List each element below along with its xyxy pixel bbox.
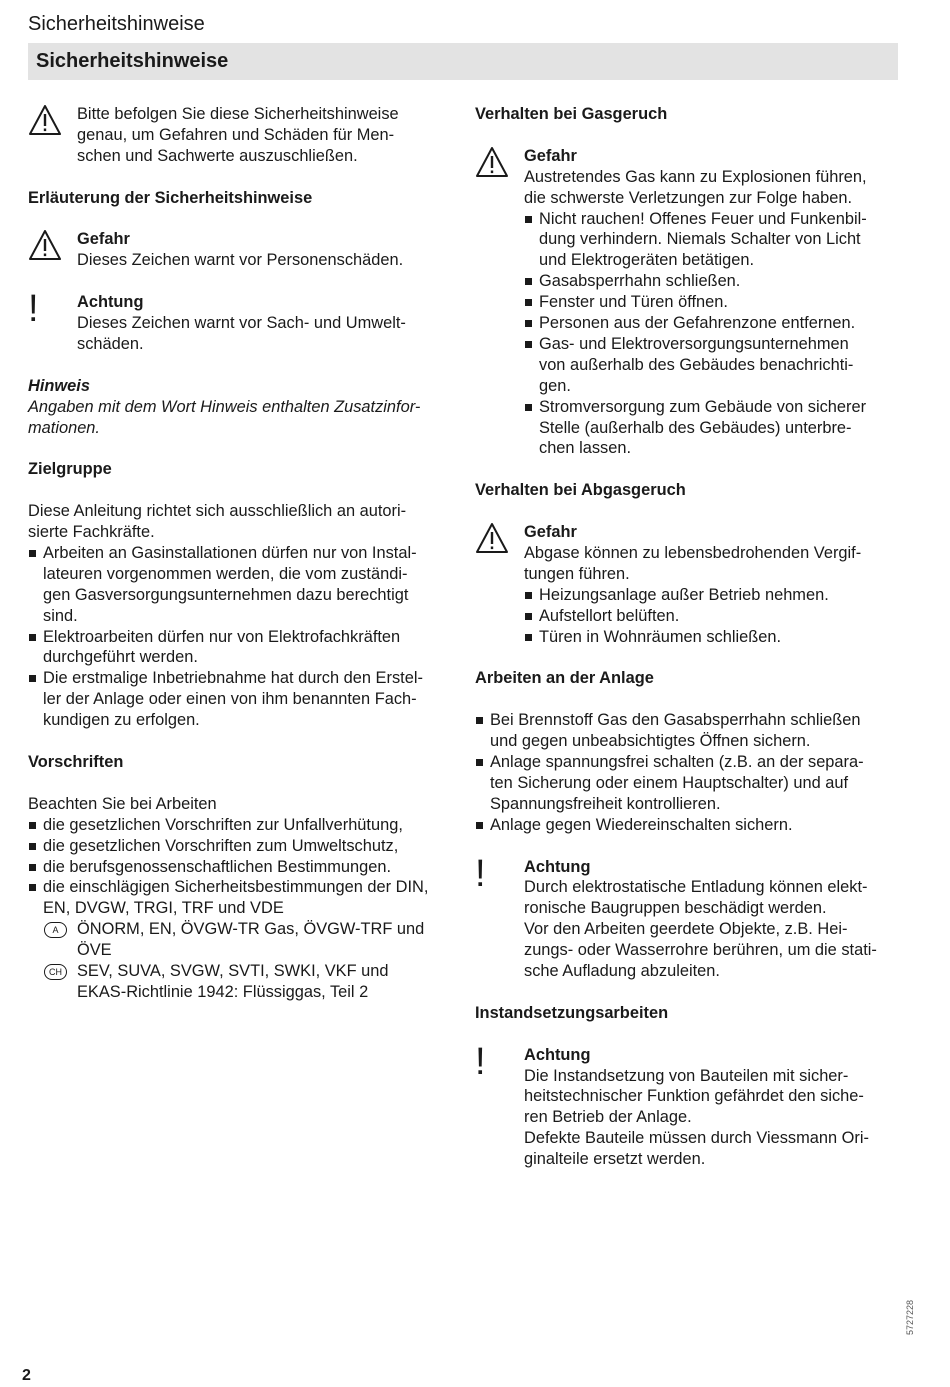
esd-text: Durch elektrostatische Entladung können elekt- ronische Baugruppen beschädigt werden. Vor den Arbeiten geerdete Objekte, z.B. Hei- zungs- oder Wasserrohre berühren, um die stati- sche Aufladung abzuleiten. (524, 878, 877, 981)
list-item: Stromversorgung zum Gebäude von sicherer Stelle (außerhalb des Gebäudes) unterbre- chen lassen. (524, 397, 898, 460)
warning-triangle-icon (475, 522, 509, 556)
list-item: die gesetzlichen Vorschriften zum Umweltschutz, (28, 836, 451, 857)
list-item: Gasabsperrhahn schließen. (524, 271, 898, 292)
warning-triangle-icon (28, 104, 62, 138)
zielgruppe-text: Diese Anleitung richtet sich ausschließlich an autori- sierte Fachkräfte. (28, 502, 407, 542)
esd-title: Achtung (524, 857, 591, 876)
gas-gefahr (475, 146, 898, 460)
list-item: Die erstmalige Inbetriebnahme hat durch den Erstel- ler der Anlage oder einen von ihm benannten Fach- kundigen zu erfolgen. (28, 668, 451, 731)
instand-heading: Instandsetzungsarbeiten (475, 1003, 669, 1022)
achtung-text: Dieses Zeichen warnt vor Sach- und Umwelt- schäden. (77, 314, 406, 353)
list-item: die einschlägigen Sicherheitsbestimmungen der DIN, EN, DVGW, TRGI, TRF und VDE (28, 877, 451, 919)
list-item: Türen in Wohnräumen schließen. (524, 627, 898, 648)
section-title-band (28, 43, 898, 80)
list-item: Anlage spannungsfrei schalten (z.B. an der separa- ten Sicherung oder einem Hauptschalter) und auf Spannungsfreiheit kontrollieren. (475, 752, 898, 815)
page-number: 2 (22, 1367, 31, 1384)
instand-text: Die Instandsetzung von Bauteilen mit sicher- heitstechnischer Funktion gefährdet den siche- ren Betrieb der Anlage. Defekte Bauteile müssen durch Viessmann Ori- ginalteile ersetzt werden. (524, 1066, 869, 1169)
gas-list (524, 209, 898, 460)
abgas-gefahr-text: Abgase können zu lebensbedrohenden Vergif- tungen führen. (524, 543, 862, 583)
list-item: Personen aus der Gefahrenzone entfernen. (524, 313, 898, 334)
warning-triangle-icon (475, 146, 509, 180)
running-title: Sicherheitshinweise (28, 13, 205, 35)
country-badge-a: A (44, 922, 67, 938)
warning-triangle-icon (28, 229, 62, 263)
list-item: Arbeiten an Gasinstallationen dürfen nur von Instal- lateuren vorgenommen werden, die vom zuständi- gen Gasversorgungsunternehmen dazu berechtigt sind. (28, 543, 451, 627)
gas-gefahr-text: Austretendes Gas kann zu Explosionen führen, die schwerste Verletzungen zur Folge haben. (524, 167, 867, 207)
document-number: 5727228 (905, 1299, 915, 1335)
exclamation-icon: ! (28, 288, 39, 331)
country-austria-text: ÖNORM, EN, ÖVGW-TR Gas, ÖVGW-TRF und ÖVE (77, 920, 425, 960)
list-item: Heizungsanlage außer Betrieb nehmen. (524, 585, 898, 606)
esd-achtung (475, 852, 898, 982)
gefahr-explain (28, 229, 451, 271)
list-item: die berufsgenossenschaftlichen Bestimmungen. (28, 857, 451, 878)
hinweis-title: Hinweis (28, 376, 90, 395)
gefahr-text: Dieses Zeichen warnt vor Personenschäden. (77, 251, 404, 270)
list-item: Anlage gegen Wiedereinschalten sichern. (475, 815, 898, 836)
vorschriften-list (28, 815, 451, 920)
country-austria (28, 919, 451, 961)
section-title: Sicherheitshinweise (36, 50, 229, 72)
abgas-list (524, 585, 898, 648)
abgas-gefahr-title: Gefahr (524, 523, 577, 542)
hinweis-text: Angaben mit dem Wort Hinweis enthalten Zusatzinfor- mationen. (28, 397, 421, 437)
gefahr-title: Gefahr (77, 230, 130, 249)
gasgeruch-heading: Verhalten bei Gasgeruch (475, 105, 668, 123)
left-column (28, 104, 451, 1003)
exclamation-icon: ! (475, 852, 486, 895)
gas-gefahr-title: Gefahr (524, 146, 577, 165)
vorschriften-intro: Beachten Sie bei Arbeiten (28, 794, 217, 813)
list-item: Fenster und Türen öffnen. (524, 292, 898, 313)
intro-text: Bitte befolgen Sie diese Sicherheitshinweise genau, um Gefahren und Schäden für Men- schen und Sachwerte auszuschließen. (77, 105, 399, 165)
abgas-gefahr (475, 522, 898, 647)
list-item: Nicht rauchen! Offenes Feuer und Funkenbil- dung verhindern. Niemals Schalter von Licht und Elektrogeräten betätigen. (524, 209, 898, 272)
country-badge-ch: CH (44, 964, 67, 980)
list-item: Bei Brennstoff Gas den Gasabsperrhahn schließen und gegen unbeabsichtigtes Öffnen sichern. (475, 710, 898, 752)
list-item: Elektroarbeiten dürfen nur von Elektrofachkräften durchgeführt werden. (28, 627, 451, 669)
instand-title: Achtung (524, 1045, 591, 1064)
anlage-heading: Arbeiten an der Anlage (475, 669, 654, 688)
achtung-title: Achtung (77, 293, 144, 312)
right-column (475, 104, 898, 1170)
explain-heading: Erläuterung der Sicherheitshinweise (28, 188, 313, 207)
achtung-explain (28, 288, 451, 355)
anlage-list (475, 710, 898, 835)
list-item: Aufstellort belüften. (524, 606, 898, 627)
country-switzerland-text: SEV, SUVA, SVGW, SVTI, SWKI, VKF und EKAS-Richtlinie 1942: Flüssiggas, Teil 2 (77, 962, 389, 1001)
list-item: die gesetzlichen Vorschriften zur Unfallverhütung, (28, 815, 451, 836)
intro-warning (28, 104, 451, 167)
zielgruppe-heading: Zielgruppe (28, 460, 112, 479)
exclamation-icon: ! (475, 1040, 486, 1083)
list-item: Gas- und Elektroversorgungsunternehmen von außerhalb des Gebäudes benachrichti- gen. (524, 334, 898, 397)
abgas-heading: Verhalten bei Abgasgeruch (475, 481, 686, 500)
vorschriften-heading: Vorschriften (28, 752, 124, 771)
instand-achtung (475, 1040, 898, 1170)
zielgruppe-list (28, 543, 451, 731)
country-switzerland (28, 961, 451, 1003)
